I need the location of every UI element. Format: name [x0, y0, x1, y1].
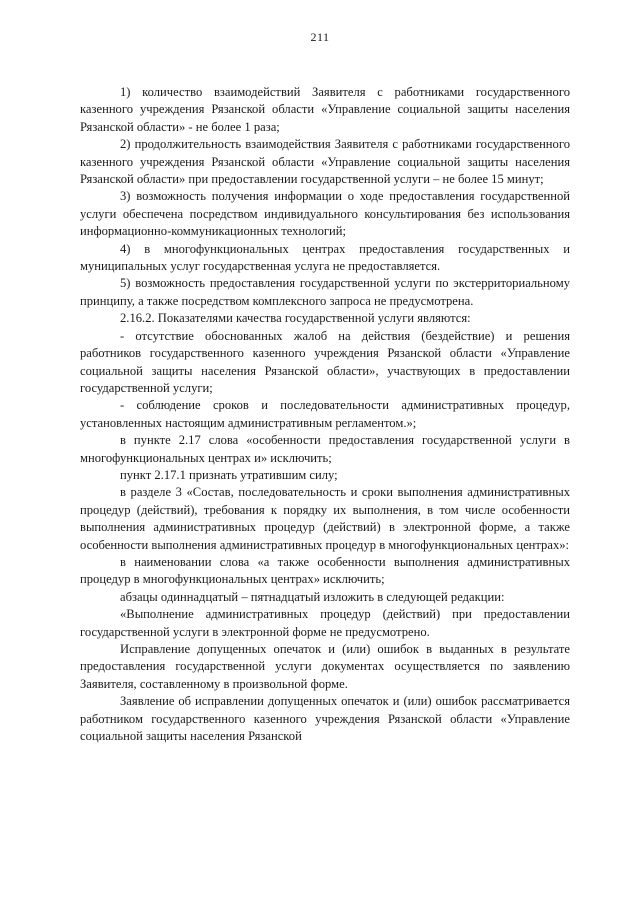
- page-number: 211: [310, 30, 330, 44]
- paragraph: - отсутствие обоснованных жалоб на действия (бездействие) и решения работников государственного казенного учреждения Рязанской области «Управление социальной защиты населения Рязанской области», участвующих в предоставлении государственной услуги;: [80, 328, 570, 395]
- paragraph: 3) возможность получения информации о ходе предоставления государственной услуги обеспечена посредством индивидуального консультирования без использования информационно-коммуникационных технологий;: [80, 189, 570, 239]
- paragraph: в пункте 2.17 слова «особенности предоставления государственной услуги в многофункциональных центрах и» исключить;: [80, 433, 570, 465]
- document-body: [80, 84, 570, 745]
- paragraph: Исправление допущенных опечаток и (или) ошибок в выданных в результате предоставления государственной услуги документах осуществляется по заявлению Заявителя, составленному в произвольной форме.: [80, 642, 570, 691]
- paragraph: в наименовании слова «а также особенности выполнения административных процедур в многофункциональных центрах» исключить;: [80, 554, 570, 587]
- paragraph: «Выполнение административных процедур (действий) при предоставлении государственной услуги в электронной форме не предусмотрено.: [80, 607, 570, 639]
- paragraph: - соблюдение сроков и последовательности административных процедур, установленных настоящим административным регламентом.»;: [80, 398, 570, 430]
- paragraph: в разделе 3 «Состав, последовательность и сроки выполнения административных процедур (действий), требования к порядку их выполнения, в том числе особенности выполнения административных процедур (действий) в электронной форме, а также особенности выполнения административных процедур в многофункциональных центрах»:: [80, 485, 570, 552]
- paragraph: пункт 2.17.1 признать утратившим силу;: [120, 467, 338, 482]
- paragraph: 1) количество взаимодействий Заявителя с работниками государственного казенного учреждения Рязанской области «Управление социальной защиты населения Рязанской области» - не более 1 раза;: [80, 85, 570, 134]
- paragraph: 5) возможность предоставления государственной услуги по экстерриториальному принципу, а также посредством комплексного запроса не предусмотрена.: [80, 276, 570, 308]
- paragraph: 4) в многофункциональных центрах предоставления государственных и муниципальных услуг государственная услуга не предоставляется.: [80, 241, 570, 274]
- paragraph: 2.16.2. Показателями качества государственной услуги являются:: [120, 311, 471, 326]
- paragraph: 2) продолжительность взаимодействия Заявителя с работниками государственного казенного учреждения Рязанской области «Управление социальной защиты населения Рязанской области» при предоставлении государственной услуги – не более 15 минут;: [80, 137, 570, 187]
- paragraph: Заявление об исправлении допущенных опечаток и (или) ошибок рассматривается работником государственного казенного учреждения Рязанской области «Управление социальной защиты населения Рязанской: [80, 694, 570, 744]
- paragraph: абзацы одиннадцатый – пятнадцатый изложить в следующей редакции:: [120, 589, 505, 604]
